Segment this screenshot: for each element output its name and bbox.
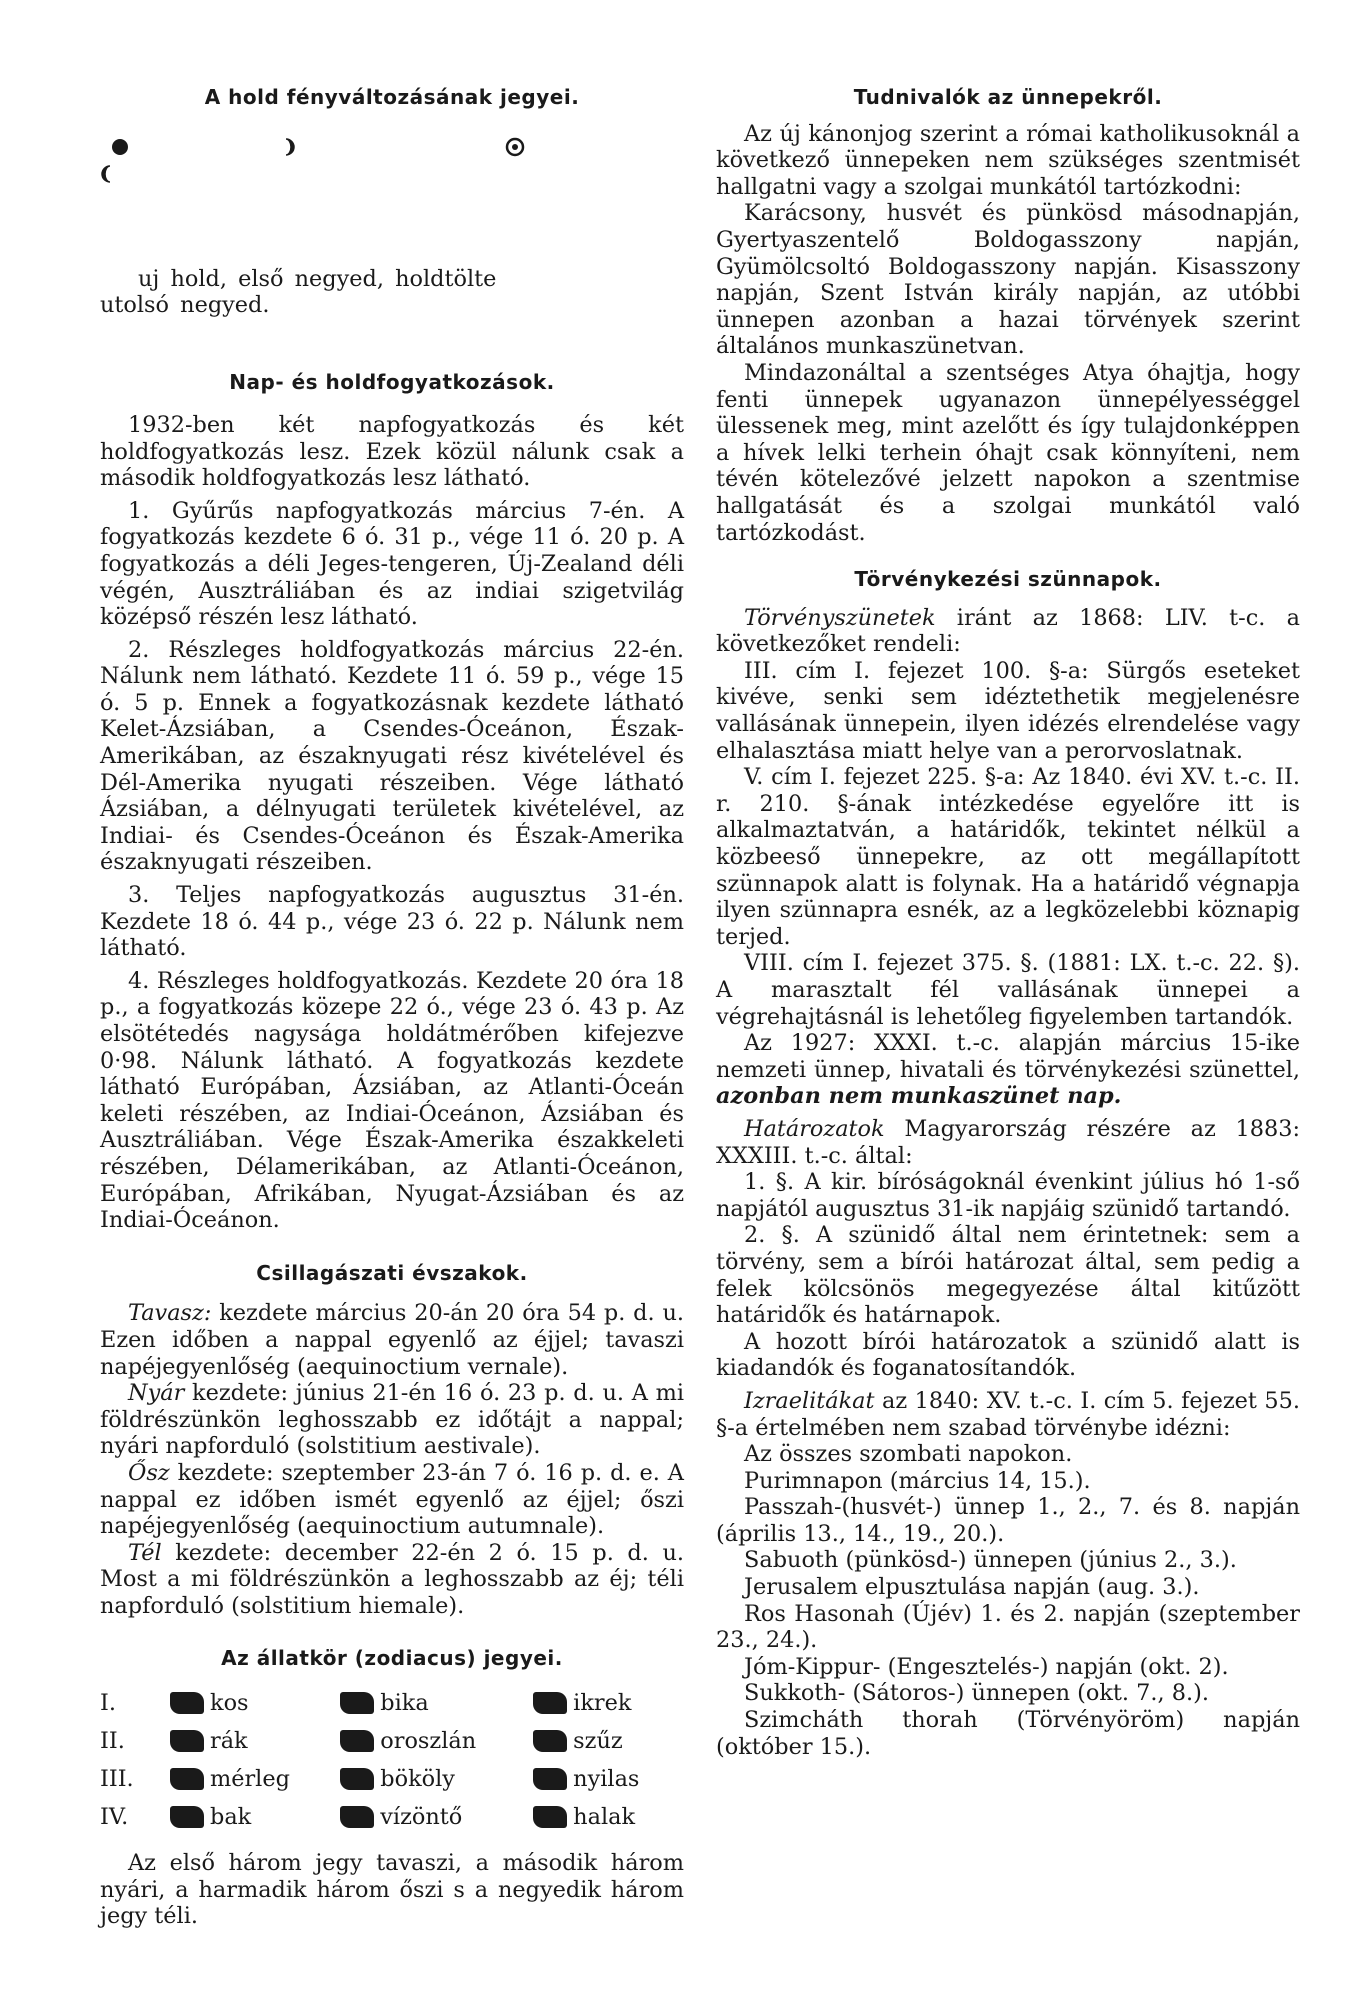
- taurus-icon: [340, 1692, 374, 1714]
- jewish-holiday-item: Az összes szombati napokon.: [744, 1441, 1073, 1468]
- pisces-icon: [533, 1806, 567, 1828]
- zodiac-sign: [170, 1722, 340, 1760]
- jewish-holiday-item: Sukkoth- (Sátoros-) ünnepen (okt. 7., 8.).: [744, 1680, 1209, 1707]
- zodiac-sign: [340, 1760, 533, 1798]
- eclipse-3: 3. Teljes napfogyatkozás augusztus 31-én. Kezdete 18 ó. 44 p., vége 23 ó. 22 p. Nálunk nem látható.: [100, 882, 684, 962]
- court-p2: III. cím I. fejezet 100. §-a: Sürgős eseteket kivéve, senki sem idéztethetik megjelenésre vallásának ünnepein, ilyen idézés elrendelése vagy elhalasztása miatt helye van a perorvoslatnak.: [716, 657, 1300, 764]
- virgo-icon: [533, 1730, 567, 1752]
- zodiac-row: [100, 1722, 684, 1760]
- holidays-heading: Tudnivalók az ünnepekről.: [853, 85, 1163, 109]
- holidays-p1: Az új kánonjog szerint a római katholikusoknál a következő ünnepeken nem szükséges szentmisét hallgatni vagy a szolgai munkától tartózkodni:: [716, 120, 1300, 200]
- gemini-icon: [533, 1692, 567, 1714]
- moon-phases-text: uj hold, első negyed, holdtölte utolsó negyed.: [100, 265, 497, 319]
- jewish-holiday-item: Szimcháth thorah (Törvényöröm) napján (október 15.).: [716, 1707, 1300, 1760]
- aries-icon: [170, 1692, 204, 1714]
- zodiac-row-number: I.: [100, 1690, 116, 1717]
- zodiac-sign: [533, 1798, 684, 1836]
- zodiac-sign-label: oroszlán: [380, 1728, 477, 1755]
- cancer-icon: [170, 1730, 204, 1752]
- court-p5-emphasis: azonban nem munkaszünet nap.: [716, 1083, 1122, 1110]
- full-moon-icon: [505, 137, 525, 157]
- zodiac-note: Az első három jegy tavaszi, a második három nyári, a harmadik három őszi s a negyedik három jegy téli.: [100, 1850, 684, 1930]
- moon-phases-heading: A hold fényváltozásának jegyei.: [204, 85, 580, 109]
- zodiac-row: [100, 1798, 684, 1836]
- seasons-heading: Csillagászati évszakok.: [256, 1260, 528, 1285]
- zodiac-row: [100, 1760, 684, 1798]
- zodiac-sign-label: mérleg: [210, 1766, 290, 1793]
- sagittarius-icon: [533, 1768, 567, 1790]
- jewish-holiday-item: Ros Hasonah (Újév) 1. és 2. napján (szeptember 23., 24.).: [716, 1600, 1300, 1654]
- new-moon-icon: [110, 137, 130, 157]
- court-p10-text: az 1840: XV. t.-c. I. cím 5. fejezet 55. §-a értelmében nem szabad törvénybe idézni:: [716, 1387, 1300, 1441]
- right-column: [716, 84, 1300, 1760]
- jewish-holiday-item: Jóm-Kippur- (Engesztelés-) napján (okt. 2).: [744, 1653, 1229, 1680]
- zodiac-row-number: II.: [100, 1728, 125, 1755]
- court-recess-heading: Törvénykezési szünnapok.: [854, 567, 1162, 592]
- season-spring-name: Tavasz:: [128, 1300, 212, 1327]
- last-quarter-icon: [100, 164, 120, 184]
- jewish-holiday-item: Passzah-(husvét-) ünnep 1., 2., 7. és 8. napján (április 13., 14., 19., 20.).: [716, 1494, 1300, 1547]
- season-spring: [100, 1300, 684, 1380]
- zodiac-sign-label: szűz: [573, 1728, 623, 1755]
- court-p6-intro: Határozatok: [744, 1115, 885, 1142]
- zodiac-sign: [340, 1684, 533, 1722]
- season-winter: [100, 1540, 684, 1620]
- jewish-holiday-item: Jerusalem elpusztulása napján (aug. 3.).: [744, 1574, 1200, 1601]
- season-winter-text: kezdete: december 22-én 2 ó. 15 p. d. u. Most a mi földrészünkön a leghosszabb az éj; téli napforduló (solstitium hiemale).: [100, 1539, 684, 1619]
- zodiac-sign-label: bököly: [380, 1766, 455, 1793]
- zodiac-heading: Az állatkör (zodiacus) jegyei.: [221, 1646, 563, 1671]
- moon-phases-legend: [100, 133, 684, 346]
- court-p6-text: Magyarország részére az 1883: XXXIII. t.-c. által:: [716, 1115, 1300, 1169]
- court-p4: VIII. cím I. fejezet 375. §. (1881: LX. t.-c. 22. §). A marasztalt fél vallásának ünnepei a végrehajtásnál is lehetőleg figyelemben tartandók.: [716, 950, 1300, 1030]
- jewish-holiday-item: Purimnapon (március 14, 15.).: [744, 1467, 1091, 1494]
- zodiac-sign-label: vízöntő: [380, 1804, 463, 1831]
- holidays-p3: Mindazonáltal a szentséges Atya óhajtja, hogy fenti ünnepek ugyanazon ünnepélyességgel ülessenek meg, mint azelőtt és így tulajdonképpen a hívek lelki terhein óhajt csak könnyíteni, nem tévén kötelezővé jelzett napokon a szentmise hallgatását és a szolgai munkától való tartózkodást.: [716, 359, 1300, 546]
- zodiac-sign: [533, 1722, 684, 1760]
- scorpio-icon: [340, 1768, 374, 1790]
- court-p8: 2. §. A szünidő által nem érintetnek: sem a törvény, sem a bírói határozat által, sem pedig a felek kölcsönös megegyezése által kitűzött határidők és határnapok.: [716, 1222, 1300, 1329]
- eclipses-heading: Nap- és holdfogyatkozások.: [229, 370, 555, 395]
- eclipse-4: 4. Részleges holdfogyatkozás. Kezdete 20 óra 18 p., a fogyatkozás közepe 22 ó., vége 23 ó. 43 p. Az elsötétedés nagysága holdátmérőben kifejezve 0·98. Nálunk látható. A fogyatkozás kezdete látható Európában, Ázsiában, az Atlanti-Óceán keleti részében, az Indiai-Óceánon, Ázsiában és Ausztráliában. Vége Észak-Amerika északkeleti részében, Délamerikában, az Atlanti-Óceánon, Európában, Afrikában, Nyugat-Ázsiában és az Indiai-Óceánon.: [100, 967, 684, 1234]
- zodiac-sign: [170, 1684, 340, 1722]
- zodiac-sign-label: kos: [210, 1690, 249, 1717]
- first-quarter-icon: [276, 137, 296, 157]
- court-p10-intro: Izraelitákat: [744, 1387, 875, 1414]
- zodiac-sign-label: bak: [210, 1804, 252, 1831]
- season-autumn-name: Ősz: [128, 1459, 170, 1486]
- court-p1-intro: Törvényszünetek: [744, 604, 936, 631]
- season-autumn: [100, 1460, 684, 1540]
- zodiac-sign-label: ikrek: [573, 1690, 632, 1717]
- holidays-p2: Karácsony, husvét és pünkösd másodnapján, Gyertyaszentelő Boldogasszony napján, Gyümölcsoltó Boldogasszony napján. Kisasszony napján, Szent István király napján, az utóbbi ünnepen azonban a hazai törvények szerint általános munkaszünetvan.: [716, 200, 1300, 360]
- zodiac-sign-label: halak: [573, 1804, 636, 1831]
- left-column: [100, 84, 684, 1930]
- court-p1-text: iránt az 1868: LIV. t-c. a következőket rendeli:: [716, 604, 1300, 658]
- eclipses-intro: 1932-ben két napfogyatkozás és két holdfogyatkozás lesz. Ezek közül nálunk csak a második holdfogyatkozás lesz látható.: [100, 411, 684, 492]
- court-p9: A hozott bírói határozatok a szünidő alatt is kiadandók és foganatosítandók.: [716, 1328, 1300, 1382]
- zodiac-table: [100, 1684, 684, 1836]
- leo-icon: [340, 1730, 374, 1752]
- court-p6: [716, 1116, 1300, 1169]
- season-spring-text: kezdete március 20-án 20 óra 54 p. d. u. Ezen időben a nappal egyenlő az éjjel; tavaszi napéjegyenlőség (aequinoctium vernale).: [100, 1300, 684, 1380]
- zodiac-row-number: III.: [100, 1766, 134, 1793]
- zodiac-sign: [170, 1760, 340, 1798]
- eclipse-2: 2. Részleges holdfogyatkozás március 22-én. Nálunk nem látható. Kezdete 11 ó. 59 p., vége 15 ó. 5 p. Ennek a fogyatkozásnak kezdete látható Kelet-Ázsiában, a Csendes-Óceánon, Észak-Amerikában, az északnyugati rész kivételével és Dél-Amerika nyugati részeiben. Vége látható Ázsiában, a délnyugati területek kivételével, az Indiai- és Csendes-Óceánon és Észak-Amerika északnyugati részeiben.: [100, 636, 684, 876]
- court-p5-text: Az 1927: XXXI. t.-c. alapján március 15-ike nemzeti ünnep, hivatali és törvénykezési szünettel,: [716, 1030, 1300, 1083]
- court-p3: V. cím I. fejezet 225. §-a: Az 1840. évi XV. t.-c. II. r. 210. §-ának intézkedése egyelőre itt is alkalmaztatván, a határidők, tekintet nélkül a közbeeső ünnepekre, az ott megállapított szünnapok alatt is folynak. Ha a határidő végnapja ilyen szünnapra esnék, az a legközelebbi köznapig terjed.: [716, 764, 1300, 950]
- zodiac-sign: [170, 1798, 340, 1836]
- court-p1: [716, 605, 1300, 658]
- zodiac-row: [100, 1684, 684, 1722]
- jewish-holiday-item: Sabuoth (pünkösd-) ünnepen (június 2., 3.).: [744, 1547, 1237, 1574]
- zodiac-sign: [533, 1684, 684, 1722]
- zodiac-sign-label: rák: [210, 1728, 248, 1755]
- zodiac-row-number: IV.: [100, 1804, 129, 1831]
- season-summer-text: kezdete: június 21-én 16 ó. 23 p. d. u. A mi földrészünkön leghosszabb ez időtájt a nappal; nyári napforduló (solstitium aestivale).: [100, 1380, 685, 1460]
- season-winter-name: Tél: [128, 1539, 162, 1566]
- court-p5: [716, 1030, 1300, 1110]
- court-p7: 1. §. A kir. bíróságoknál évenkint július hó 1-ső napjától augusztus 31-ik napjáig szünidő tartandó.: [716, 1169, 1300, 1222]
- zodiac-sign-label: bika: [380, 1690, 429, 1717]
- zodiac-sign: [340, 1798, 533, 1836]
- libra-icon: [170, 1768, 204, 1790]
- capricorn-icon: [170, 1806, 204, 1828]
- season-summer: [100, 1380, 684, 1460]
- season-summer-name: Nyár: [128, 1380, 185, 1407]
- court-p10: [716, 1388, 1300, 1441]
- eclipse-1: 1. Gyűrűs napfogyatkozás március 7-én. A fogyatkozás kezdete 6 ó. 31 p., vége 11 ó. 20 p. A fogyatkozás a déli Jeges-tengeren, Új-Zealand déli végén, Ausztráliában és az indiai szigetvilág középső részén lesz látható.: [100, 497, 684, 631]
- zodiac-sign-label: nyilas: [573, 1766, 640, 1793]
- zodiac-sign: [533, 1760, 684, 1798]
- season-autumn-text: kezdete: szeptember 23-án 7 ó. 16 p. d. e. A nappal ez időben ismét egyenlő az éjjel; őszi napéjegyenlőség (aequinoctium autumnale).: [100, 1459, 684, 1540]
- aquarius-icon: [340, 1806, 374, 1828]
- zodiac-sign: [340, 1722, 533, 1760]
